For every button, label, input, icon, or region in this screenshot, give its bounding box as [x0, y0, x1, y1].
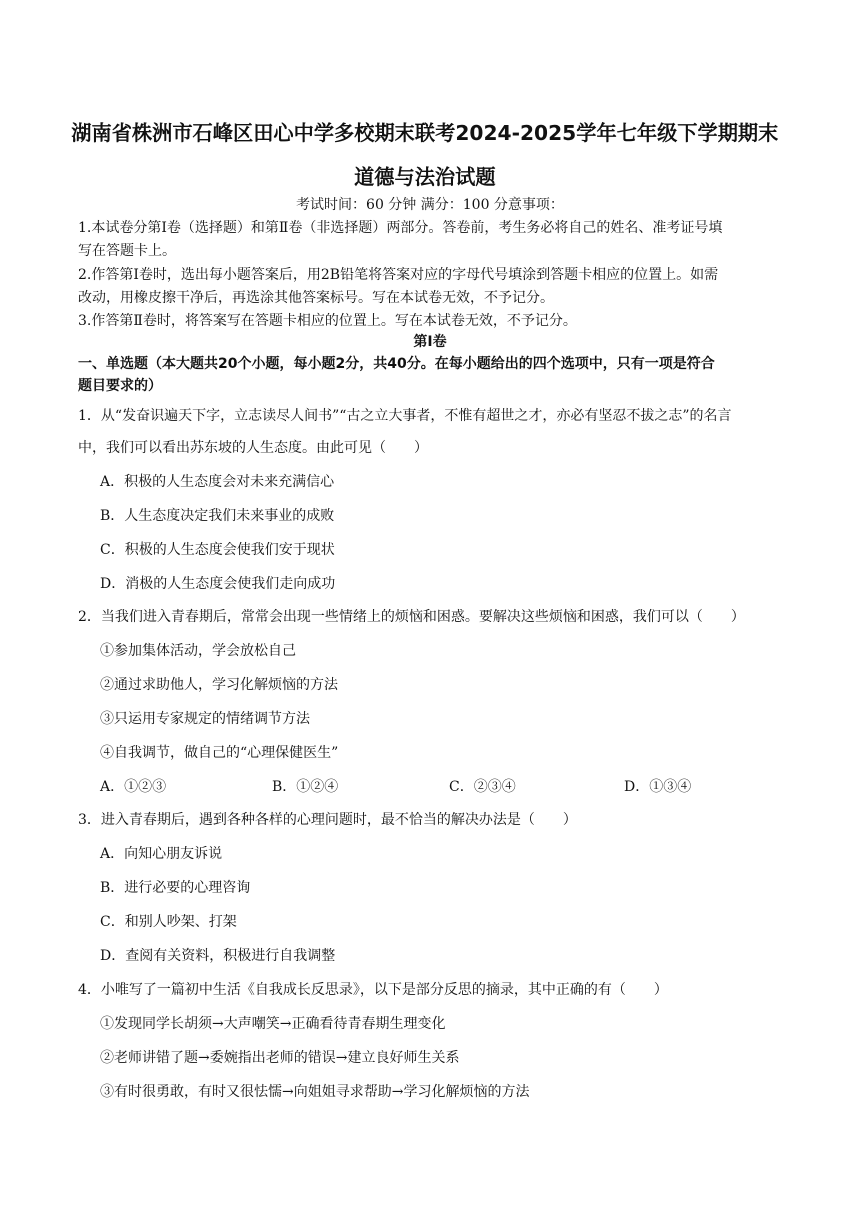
question-4-statement: ③有时很勇敢，有时又很怯懦→向姐姐寻求帮助→学习化解烦恼的方法	[100, 1084, 530, 1100]
question-2-option-b: B．①②④	[272, 779, 339, 795]
instruction-line: 写在答题卡上。	[78, 243, 176, 259]
question-2-statement: ④自我调节，做自己的“心理保健医生”	[100, 745, 339, 761]
exam-info: 考试时间：60 分钟 满分：100 分意事项：	[296, 197, 564, 213]
question-4-stem: 4．小唯写了一篇初中生活《自我成长反思录》，以下是部分反思的摘录，其中正确的有（ ）	[78, 982, 668, 998]
question-1-option-a: A．积极的人生态度会对未来充满信心	[100, 474, 335, 490]
question-3-option-b: B．进行必要的心理咨询	[100, 880, 251, 896]
exam-title-line1: 湖南省株洲市石峰区田心中学多校期末联考2024-2025学年七年级下学期期末	[71, 121, 779, 145]
instruction-line: 1.本试卷分第Ⅰ卷（选择题）和第Ⅱ卷（非选择题）两部分。答卷前，考生务必将自己的姓名、准考证号填	[78, 220, 723, 236]
question-1-stem: 中，我们可以看出苏东坡的人生态度。由此可见（ ）	[78, 440, 428, 456]
question-1-option-b: B．人生态度决定我们未来事业的成败	[100, 508, 335, 524]
question-4-statement: ①发现同学长胡须→大声嘲笑→正确看待青春期生理变化	[100, 1016, 446, 1032]
instruction-line: 3.作答第Ⅱ卷时，将答案写在答题卡相应的位置上。写在本试卷无效，不予记分。	[78, 313, 577, 329]
instruction-line: 2.作答第Ⅰ卷时，选出每小题答案后，用2B铅笔将答案对应的字母代号填涂到答题卡相应的位置上。如需	[78, 267, 719, 283]
question-2-statement: ③只运用专家规定的情绪调节方法	[100, 711, 310, 727]
question-4-statement: ②老师讲错了题→委婉指出老师的错误→建立良好师生关系	[100, 1050, 460, 1066]
question-2-statement: ②通过求助他人，学习化解烦恼的方法	[100, 677, 338, 693]
question-3-option-d: D．查阅有关资料，积极进行自我调整	[100, 948, 336, 964]
question-3-stem: 3．进入青春期后，遇到各种各样的心理问题时，最不恰当的解决办法是（ ）	[78, 812, 577, 828]
section-heading: 一、单选题（本大题共20个小题，每小题2分，共40分。在每小题给出的四个选项中，只有一项是符合	[78, 356, 715, 372]
question-1-stem: 1．从“发奋识遍天下字，立志读尽人间书”“古之立大事者，不惟有超世之才，亦必有坚忍不拔之志”的名言	[78, 408, 732, 424]
question-2-stem: 2．当我们进入青春期后，常常会出现一些情绪上的烦恼和困惑。要解决这些烦恼和困惑，我们可以（ ）	[78, 609, 745, 625]
question-3-option-c: C．和别人吵架、打架	[100, 914, 237, 930]
question-2-option-c: C．②③④	[449, 779, 516, 795]
exam-title-line2: 道德与法治试题	[354, 165, 496, 189]
question-2-option-a: A．①②③	[100, 779, 167, 795]
section-heading: 题目要求的）	[78, 378, 162, 394]
question-2-option-d: D．①③④	[624, 779, 692, 795]
question-1-option-c: C．积极的人生态度会使我们安于现状	[100, 542, 335, 558]
instruction-line: 改动，用橡皮擦干净后，再选涂其他答案标号。写在本试卷无效，不予记分。	[78, 290, 554, 306]
question-2-statement: ①参加集体活动，学会放松自己	[100, 643, 296, 659]
question-3-option-a: A．向知心朋友诉说	[100, 846, 223, 862]
question-1-option-d: D．消极的人生态度会使我们走向成功	[100, 576, 336, 592]
volume-title: 第Ⅰ卷	[413, 334, 447, 350]
